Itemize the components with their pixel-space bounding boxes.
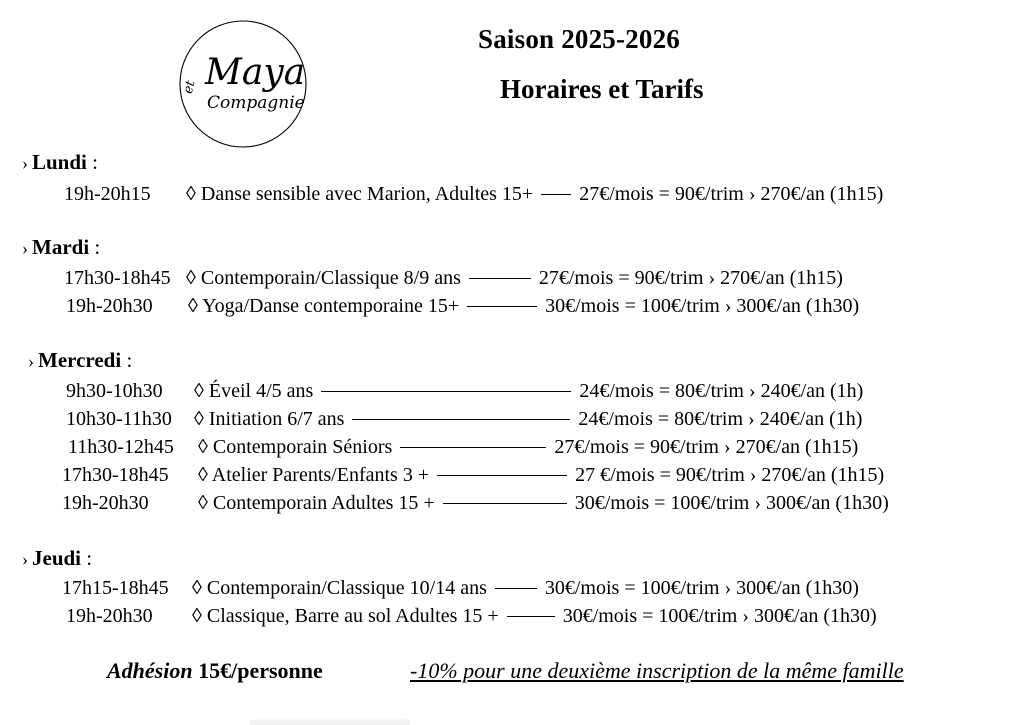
class-time: 19h-20h30 xyxy=(66,294,153,317)
chevron-icon: › xyxy=(28,351,34,371)
day-separator: : xyxy=(89,235,101,259)
day-separator: : xyxy=(81,546,93,570)
chevron-icon: › xyxy=(22,153,28,173)
class-time: 17h30-18h45 xyxy=(62,463,169,486)
day-name: Mardi xyxy=(32,235,90,259)
schedule-row xyxy=(68,433,858,461)
leader-line xyxy=(352,419,570,420)
class-price: 27€/mois = 90€/trim › 270€/an (1h15) xyxy=(554,435,859,458)
leader-line xyxy=(541,194,571,195)
class-price: 30€/mois = 100€/trim › 300€/an (1h30) xyxy=(545,294,860,317)
class-price: 24€/mois = 80€/trim › 240€/an (1h) xyxy=(579,379,864,402)
day-heading-jeudi xyxy=(22,546,92,571)
class-time: 19h-20h30 xyxy=(62,491,149,514)
schedule-row xyxy=(66,377,863,405)
class-time: 19h-20h30 xyxy=(66,604,153,627)
family-discount: -10% pour une deuxième inscription de la même famille xyxy=(410,658,904,683)
leader-line xyxy=(495,588,537,589)
day-name: Lundi xyxy=(32,150,87,174)
schedule-row xyxy=(62,489,889,517)
leader-line xyxy=(400,447,546,448)
class-name: ◊ Contemporain Adultes 15 + xyxy=(198,491,435,514)
day-name: Jeudi xyxy=(32,546,82,570)
chevron-icon: › xyxy=(22,549,28,569)
class-name: ◊ Danse sensible avec Marion, Adultes 15+ xyxy=(186,182,534,205)
page-title: Saison 2025-2026 xyxy=(478,24,680,54)
class-name: ◊ Éveil 4/5 ans xyxy=(194,379,314,402)
class-price: 30€/mois = 100€/trim › 300€/an (1h30) xyxy=(544,576,859,599)
logo-text-et: et xyxy=(180,78,199,96)
class-name: ◊ Yoga/Danse contemporaine 15+ xyxy=(188,294,460,317)
membership-amount: 15€/personne xyxy=(192,658,323,683)
class-name: ◊ Contemporain/Classique 8/9 ans xyxy=(186,266,461,289)
schedule-row xyxy=(66,405,862,433)
leader-line xyxy=(467,306,537,307)
leader-line xyxy=(507,616,555,617)
membership-label: Adhésion xyxy=(107,658,193,683)
class-price: 27€/mois = 90€/trim › 270€/an (1h15) xyxy=(538,266,843,289)
schedule-row xyxy=(64,180,883,208)
logo-text-maya: Maya xyxy=(205,52,306,93)
leader-line xyxy=(321,391,571,392)
class-price: 24€/mois = 80€/trim › 240€/an (1h) xyxy=(578,407,863,430)
page-edge-shadow xyxy=(250,716,410,725)
class-name: ◊ Initiation 6/7 ans xyxy=(194,407,345,430)
class-time: 11h30-12h45 xyxy=(68,435,174,458)
schedule-row xyxy=(66,292,859,320)
class-price: 27€/mois = 90€/trim › 270€/an (1h15) xyxy=(579,182,884,205)
class-time: 19h-20h15 xyxy=(64,182,151,205)
day-name: Mercredi xyxy=(38,348,122,372)
class-price: 27 €/mois = 90€/trim › 270€/an (1h15) xyxy=(575,463,885,486)
page-subtitle: Horaires et Tarifs xyxy=(500,74,704,104)
logo-circle xyxy=(177,18,309,150)
logo-text-compagnie: Compagnie xyxy=(207,93,305,113)
leader-line xyxy=(437,475,567,476)
class-name: ◊ Classique, Barre au sol Adultes 15 + xyxy=(192,604,499,627)
class-name: ◊ Atelier Parents/Enfants 3 + xyxy=(198,463,430,486)
schedule-row xyxy=(62,461,884,489)
logo xyxy=(177,18,309,150)
chevron-icon: › xyxy=(22,238,28,258)
day-heading-mardi xyxy=(22,235,100,260)
class-name: ◊ Contemporain Séniors xyxy=(198,435,393,458)
schedule-row xyxy=(64,264,843,292)
class-time: 9h30-10h30 xyxy=(66,379,163,402)
day-separator: : xyxy=(121,348,133,372)
day-heading-mercredi xyxy=(28,348,132,373)
schedule-row xyxy=(62,574,859,602)
leader-line xyxy=(469,278,531,279)
membership-fee xyxy=(107,658,323,684)
class-time: 17h30-18h45 xyxy=(64,266,171,289)
class-price: 30€/mois = 100€/trim › 300€/an (1h30) xyxy=(574,491,889,514)
day-separator: : xyxy=(86,150,98,174)
class-time: 10h30-11h30 xyxy=(66,407,172,430)
class-price: 30€/mois = 100€/trim › 300€/an (1h30) xyxy=(562,604,877,627)
class-time: 17h15-18h45 xyxy=(62,576,169,599)
day-heading-lundi xyxy=(22,150,98,175)
schedule-row xyxy=(66,602,877,630)
class-name: ◊ Contemporain/Classique 10/14 ans xyxy=(192,576,487,599)
leader-line xyxy=(443,503,567,504)
